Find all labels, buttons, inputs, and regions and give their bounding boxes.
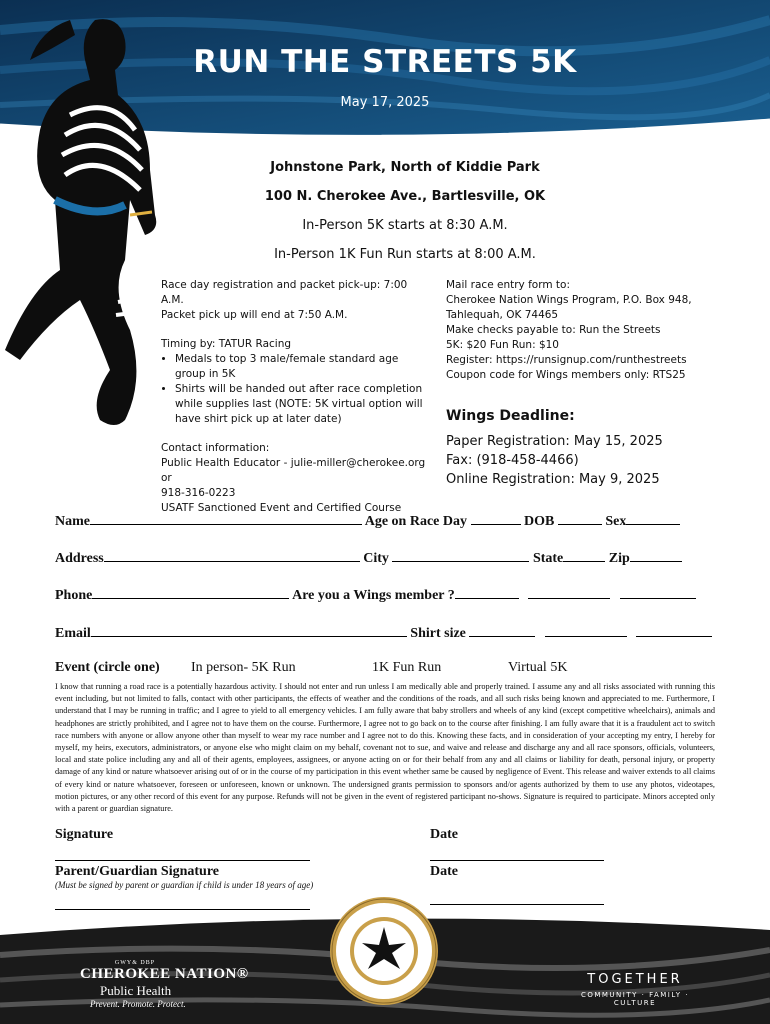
- event-choice-label: Event (circle one): [55, 660, 160, 675]
- together-title: TOGETHER: [587, 972, 683, 987]
- event-option-1k[interactable]: 1K Fun Run: [372, 660, 442, 675]
- guardian-note: (Must be signed by parent or guardian if child is under 18 years of age): [55, 880, 314, 890]
- wings-member-label: Are you a Wings member ?: [292, 588, 455, 603]
- cherokee-nation-seal-image: [328, 895, 440, 1007]
- logo-syllabary: GWY& DBP: [114, 960, 156, 966]
- state-label: State: [532, 551, 564, 566]
- city-label: City: [363, 551, 389, 566]
- phone-field[interactable]: [92, 586, 289, 599]
- form-row-phone: [55, 586, 696, 604]
- parent-signature-label: Parent/Guardian Signature: [55, 864, 220, 879]
- blank-field-2[interactable]: [620, 586, 696, 599]
- event-location: Johnstone Park, North of Kiddie Park: [270, 160, 540, 175]
- form-row-address: [55, 549, 682, 567]
- medals-info: • Medals to top 3 male/female standard age group in 5K: [175, 352, 431, 382]
- date-label-2: Date: [430, 864, 458, 879]
- address-field[interactable]: [104, 549, 360, 562]
- checks-payable: Make checks payable to: Run the Streets: [446, 324, 661, 336]
- mail-label: Mail race entry form to:: [446, 279, 570, 291]
- wings-deadlines: [446, 432, 663, 489]
- name-label: Name: [55, 514, 90, 529]
- shirt-field[interactable]: [469, 624, 535, 637]
- right-info-column: [446, 278, 746, 383]
- start-time-1k: In-Person 1K Fun Run starts at 8:00 A.M.: [274, 247, 536, 262]
- wings-deadline-heading: Wings Deadline:: [446, 408, 575, 424]
- blank-field-3[interactable]: [545, 624, 627, 637]
- logo-name: CHEROKEE NATION®: [80, 966, 249, 982]
- dob-label: DOB: [524, 514, 555, 529]
- sex-label: Sex: [605, 514, 627, 529]
- usatf-note: USATF Sanctioned Event and Certified Course: [161, 502, 402, 514]
- coupon-code: Coupon code for Wings members only: RTS25: [446, 369, 686, 381]
- contact-phone: 918-316-0223: [161, 487, 236, 499]
- waiver-text: I know that running a road race is a potentially hazardous activity. I should not enter and run unless I am medically able and properly trained. I assume any and all risks associated with running this event including, but not limited to falls, contact with other participants, the effects of weather and the conditions of the roads, and all such risks being known and appreciated to me. Furthermore, I understand that I may be running in traffic; and I agree to yield to all emergency vehicles. I am fully aware that baby strollers and wheels of any kind (except competitive wheelchairs), animals and headphones are strictly prohibited, and I agree not to have them on the course. Furthermore, I agree not to go back on to the course after finishing. I am fully aware that it is a fraudulent act to switch race numbers with anyone or allow anyone other than myself to wear my race number and I agree not to do this. Knowing these facts, and in consideration of your accepting my entry, I hereby for myself, my heirs, executors, administrators, or anyone else who might claim on my behalf, covenant not to sue, and waive and release and discharge any and all race sponsors, officials, volunteers, local and state police including any and all of their agents, employees, assignees, or anyone acting on or for their behalf from any and all claims or liability for death, personal injury, or property damage of any kind or nature whatsoever arising out of or in the course of my participation in this event whether same be caused by negligence of Event. This release and waiver extends to all claims of every kind or nature whatsoever, foreseen or unforeseen, known or unknown. The undersigned grants permission to sponsors and/or agents authorized by them to use any photos, videotapes, motion pictures, or any other record of this event for any purpose. Refunds will not be given in the event of registered participant no-shows. Signature is required to participate. Minors accepted only with a parent or guardian signature.: [55, 682, 715, 814]
- timing-info: Timing by: TATUR Racing: [161, 338, 292, 350]
- date-line-1[interactable]: [430, 859, 604, 861]
- event-address: 100 N. Cherokee Ave., Bartlesville, OK: [264, 189, 546, 204]
- packet-pickup-end: Packet pick up will end at 7:50 A.M.: [161, 309, 348, 321]
- paper-deadline: Paper Registration: May 15, 2025: [446, 434, 663, 449]
- shirt-label: Shirt size: [410, 626, 466, 641]
- logo-public-health: Public Health: [100, 983, 172, 998]
- page-title: RUN THE STREETS 5K: [193, 44, 577, 80]
- date-label-1: Date: [430, 827, 458, 842]
- fees: 5K: $20 Fun Run: $10: [446, 339, 559, 351]
- together-subtitle: COMMUNITY · FAMILY · CULTURE: [580, 991, 690, 1007]
- mail-address-1: Cherokee Nation Wings Program, P.O. Box 948,: [446, 294, 692, 306]
- sex-field[interactable]: [626, 512, 680, 525]
- dob-field[interactable]: [558, 512, 602, 525]
- online-deadline: Online Registration: May 9, 2025: [446, 472, 660, 487]
- phone-label: Phone: [55, 588, 93, 603]
- contact-label: Contact information:: [161, 442, 270, 454]
- state-field[interactable]: [563, 549, 605, 562]
- mail-address-2: Tahlequah, OK 74465: [446, 309, 559, 321]
- contact-email: Public Health Educator - julie-miller@cherokee.org or: [161, 457, 426, 484]
- age-label: Age on Race Day: [364, 514, 467, 529]
- email-label: Email: [55, 626, 91, 641]
- event-option-5k[interactable]: In person- 5K Run: [191, 660, 296, 675]
- event-option-virtual[interactable]: Virtual 5K: [508, 660, 568, 675]
- fax-number: Fax: (918-458-4466): [446, 453, 579, 468]
- city-field[interactable]: [392, 549, 529, 562]
- form-row-email: [55, 624, 712, 642]
- form-row-name: [55, 512, 680, 530]
- cherokee-nation-logo: [80, 960, 249, 1009]
- signature-label: Signature: [55, 827, 114, 842]
- signature-line[interactable]: [55, 859, 310, 861]
- email-field[interactable]: [91, 624, 407, 637]
- event-date: May 17, 2025: [340, 95, 430, 110]
- name-field[interactable]: [90, 512, 362, 525]
- start-time-5k: In-Person 5K starts at 8:30 A.M.: [302, 218, 508, 233]
- wings-member-field[interactable]: [455, 586, 519, 599]
- blank-field-1[interactable]: [528, 586, 610, 599]
- together-logo: [560, 972, 710, 1007]
- address-label: Address: [55, 551, 104, 566]
- zip-field[interactable]: [630, 549, 682, 562]
- left-info-column: [161, 278, 431, 516]
- registration-time: Race day registration and packet pick-up: 7:00 A.M.: [161, 279, 408, 306]
- register-url: Register: https://runsignup.com/runthestreets: [446, 354, 687, 366]
- logo-tagline: Prevent. Promote. Protect.: [90, 999, 186, 1009]
- shirts-info: • Shirts will be handed out after race completion while supplies last (NOTE: 5K virtual option will have shirt pick up at later date): [175, 382, 431, 427]
- age-field[interactable]: [471, 512, 521, 525]
- zip-label: Zip: [608, 551, 630, 566]
- blank-field-4[interactable]: [636, 624, 712, 637]
